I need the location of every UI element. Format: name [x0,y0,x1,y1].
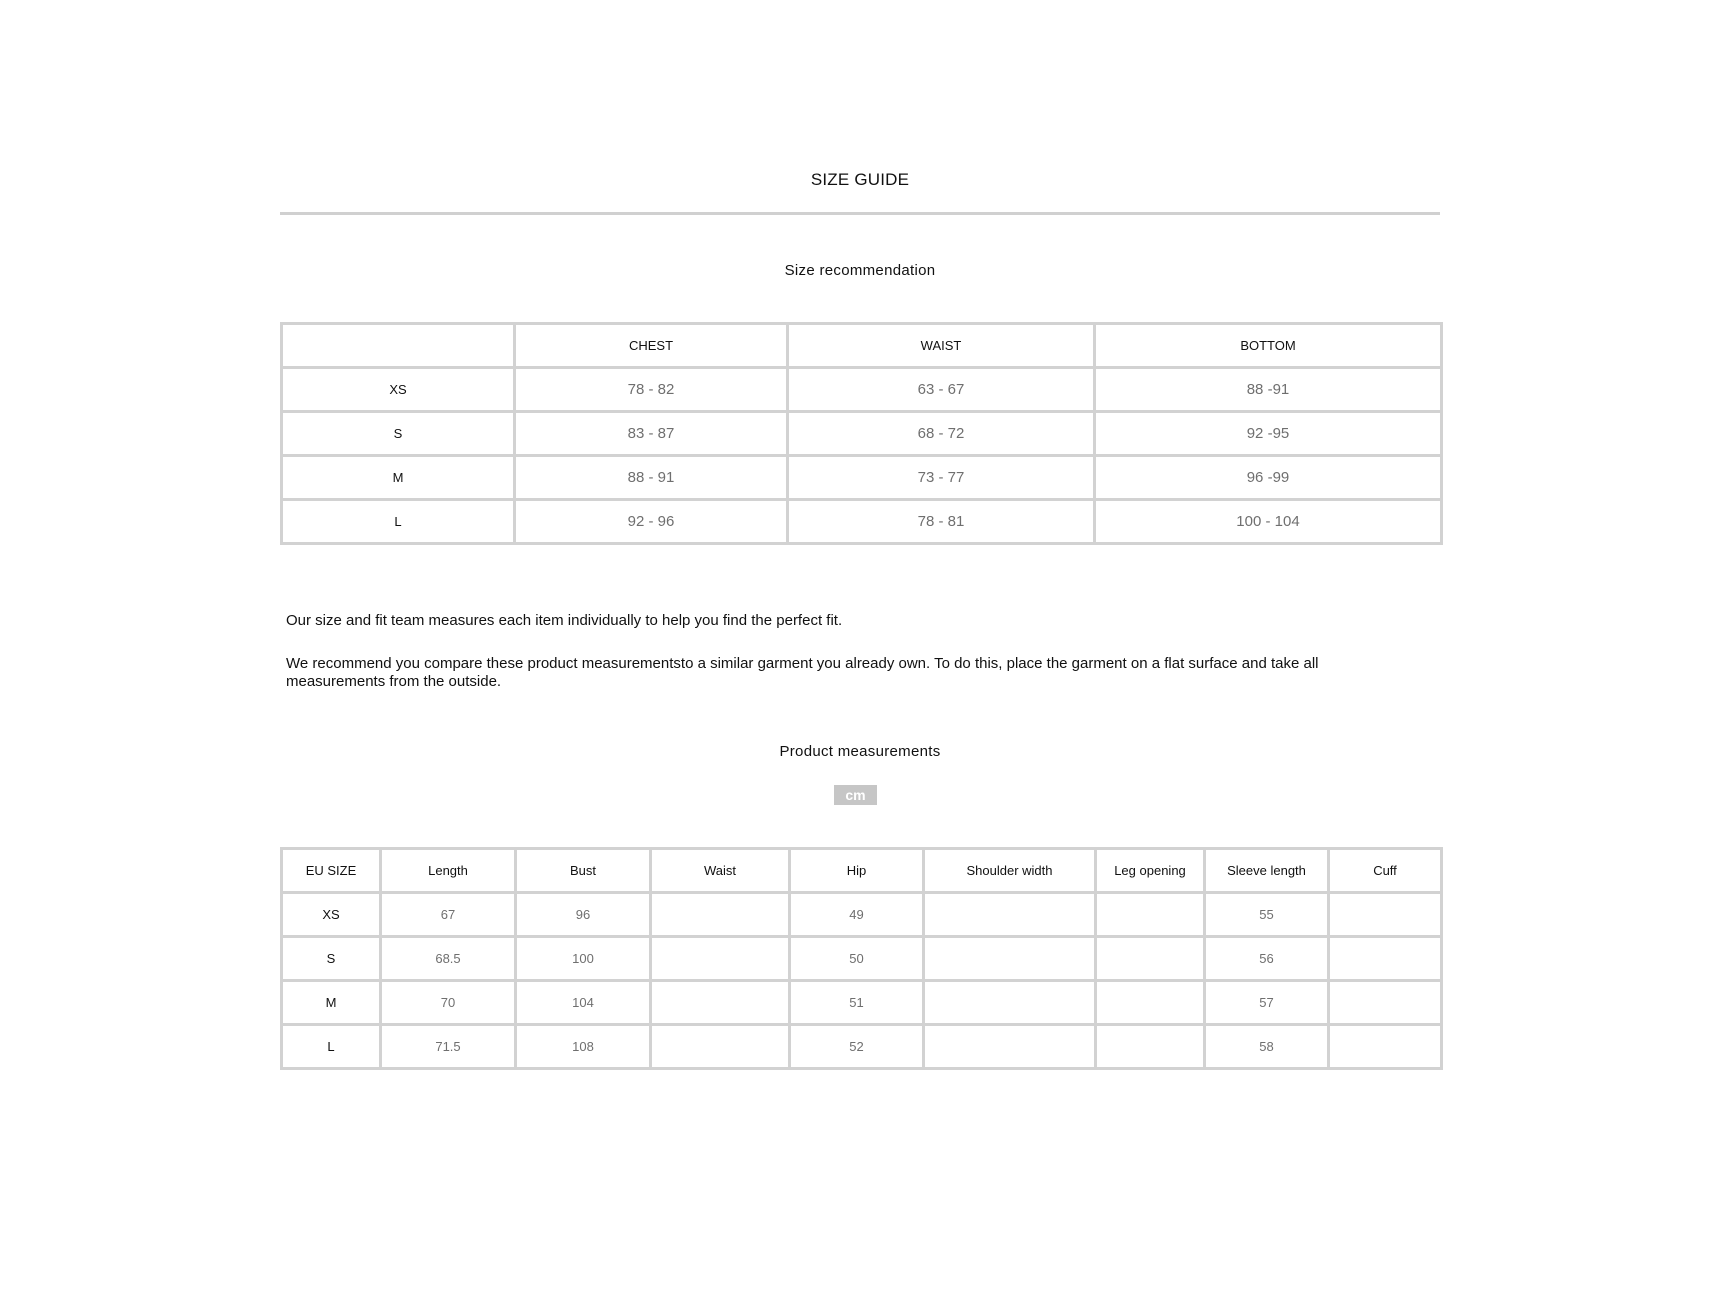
column-header-waist: Waist [651,849,790,893]
shoulder-width-value [924,893,1096,937]
length-value: 67 [381,893,516,937]
bust-value: 96 [516,893,651,937]
waist-value: 78 - 81 [788,500,1095,544]
product-measurements-title: Product measurements [779,743,941,760]
size-label: XS [282,893,381,937]
leg-opening-value [1096,981,1205,1025]
table-row [282,500,1442,544]
shoulder-width-value [924,1025,1096,1069]
leg-opening-value [1096,1025,1205,1069]
size-label: M [282,981,381,1025]
bottom-value: 96 -99 [1095,456,1442,500]
shoulder-width-value [924,981,1096,1025]
chest-value: 78 - 82 [515,368,788,412]
intro-paragraph: Our size and fit team measures each item individually to help you find the perfect fit. [286,612,843,629]
chest-value: 92 - 96 [515,500,788,544]
chest-value: 88 - 91 [515,456,788,500]
hip-value: 51 [790,981,924,1025]
cuff-value [1329,893,1442,937]
size-label: M [282,456,515,500]
waist-value [651,1025,790,1069]
shoulder-width-value [924,937,1096,981]
column-header-chest: CHEST [515,324,788,368]
sleeve-length-value: 58 [1205,1025,1329,1069]
waist-value [651,981,790,1025]
waist-value [651,937,790,981]
waist-value: 73 - 77 [788,456,1095,500]
column-header [282,324,515,368]
size-label: L [282,500,515,544]
sleeve-length-value: 56 [1205,937,1329,981]
column-header-length: Length [381,849,516,893]
instructions-paragraph: We recommend you compare these product measurementsto a similar garment you already own. To do this, place the garment on a flat surface and take all measurements from the outside. [286,655,1319,690]
column-header-bust: Bust [516,849,651,893]
sleeve-length-value: 57 [1205,981,1329,1025]
hip-value: 49 [790,893,924,937]
unit-toggle-cm[interactable]: cm [834,785,877,805]
bottom-value: 100 - 104 [1095,500,1442,544]
table-row [282,412,1442,456]
table-row [282,893,1442,937]
cuff-value [1329,937,1442,981]
waist-value [651,893,790,937]
length-value: 70 [381,981,516,1025]
bottom-value: 92 -95 [1095,412,1442,456]
column-header-eu-size: EU SIZE [282,849,381,893]
sleeve-length-value: 55 [1205,893,1329,937]
column-header-leg-opening: Leg opening [1096,849,1205,893]
table-row [282,1025,1442,1069]
hip-value: 52 [790,1025,924,1069]
bottom-value: 88 -91 [1095,368,1442,412]
column-header-hip: Hip [790,849,924,893]
size-label: S [282,412,515,456]
table-header-row [282,849,1442,893]
bust-value: 100 [516,937,651,981]
bust-value: 108 [516,1025,651,1069]
column-header-waist: WAIST [788,324,1095,368]
cuff-value [1329,981,1442,1025]
waist-value: 68 - 72 [788,412,1095,456]
bust-value: 104 [516,981,651,1025]
column-header-shoulder-width: Shoulder width [924,849,1096,893]
size-label: XS [282,368,515,412]
leg-opening-value [1096,937,1205,981]
hip-value: 50 [790,937,924,981]
size-label: L [282,1025,381,1069]
size-label: S [282,937,381,981]
length-value: 68.5 [381,937,516,981]
size-recommendation-table [280,322,1443,545]
cuff-value [1329,1025,1442,1069]
table-header-row [282,324,1442,368]
title-divider [280,212,1440,215]
page-title: SIZE GUIDE [810,170,910,189]
chest-value: 83 - 87 [515,412,788,456]
table-row [282,937,1442,981]
leg-opening-value [1096,893,1205,937]
table-row [282,981,1442,1025]
size-recommendation-title: Size recommendation [784,262,936,279]
table-row [282,456,1442,500]
column-header-cuff: Cuff [1329,849,1442,893]
waist-value: 63 - 67 [788,368,1095,412]
column-header-sleeve-length: Sleeve length [1205,849,1329,893]
table-row [282,368,1442,412]
product-measurements-table [280,847,1443,1070]
column-header-bottom: BOTTOM [1095,324,1442,368]
length-value: 71.5 [381,1025,516,1069]
